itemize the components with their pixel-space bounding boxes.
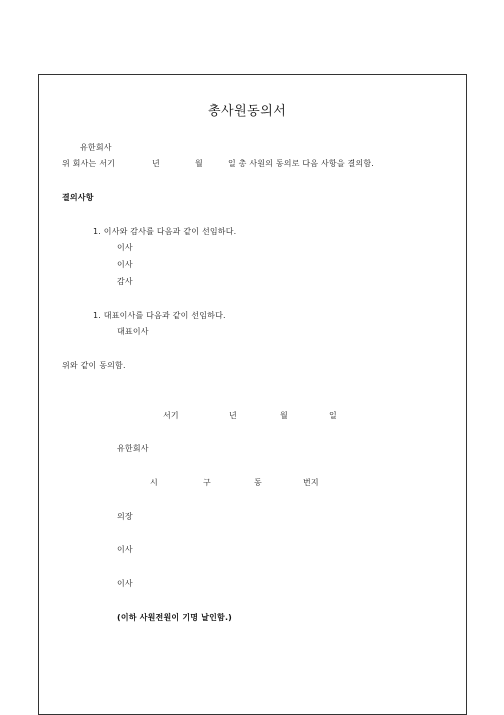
intro-text-d: 일 총 사원의 동의로 다음 사항을 결의함. (228, 159, 375, 168)
intro-text-b: 년 (152, 159, 160, 168)
footer-note: (이하 사원전원이 기명 날인함.) (117, 613, 233, 622)
section-heading: 결의사항 (62, 193, 94, 202)
address-gu: 구 (203, 478, 211, 487)
signer-chairman: 의장 (117, 512, 133, 521)
item1-heading: 1. 이사와 감사를 다음과 같이 선임하다. (93, 227, 237, 236)
item2-line: 대표이사 (117, 327, 149, 336)
date-year: 년 (229, 411, 237, 420)
document-title: 총사원동의서 (208, 104, 287, 119)
agreement-text: 위와 같이 동의함. (62, 361, 126, 370)
item1-line: 이사 (117, 260, 133, 269)
date-era: 서기 (163, 411, 179, 420)
address-si: 시 (150, 478, 158, 487)
company-label-2: 유한회사 (117, 444, 149, 453)
item1-line: 이사 (117, 243, 133, 252)
address-dong: 동 (254, 478, 262, 487)
date-month: 월 (280, 411, 288, 420)
address-beonji: 번지 (303, 478, 319, 487)
signer-director: 이사 (117, 545, 133, 554)
intro-text-a: 위 회사는 서기 (62, 159, 116, 168)
item2-heading: 1. 대표이사를 다음과 같이 선임하다. (93, 311, 226, 320)
company-label: 유한회사 (80, 143, 112, 152)
item1-line: 감사 (117, 277, 133, 286)
date-day: 일 (329, 411, 337, 420)
document-border (38, 74, 467, 715)
signer-director: 이사 (117, 579, 133, 588)
intro-text-c: 월 (195, 159, 203, 168)
